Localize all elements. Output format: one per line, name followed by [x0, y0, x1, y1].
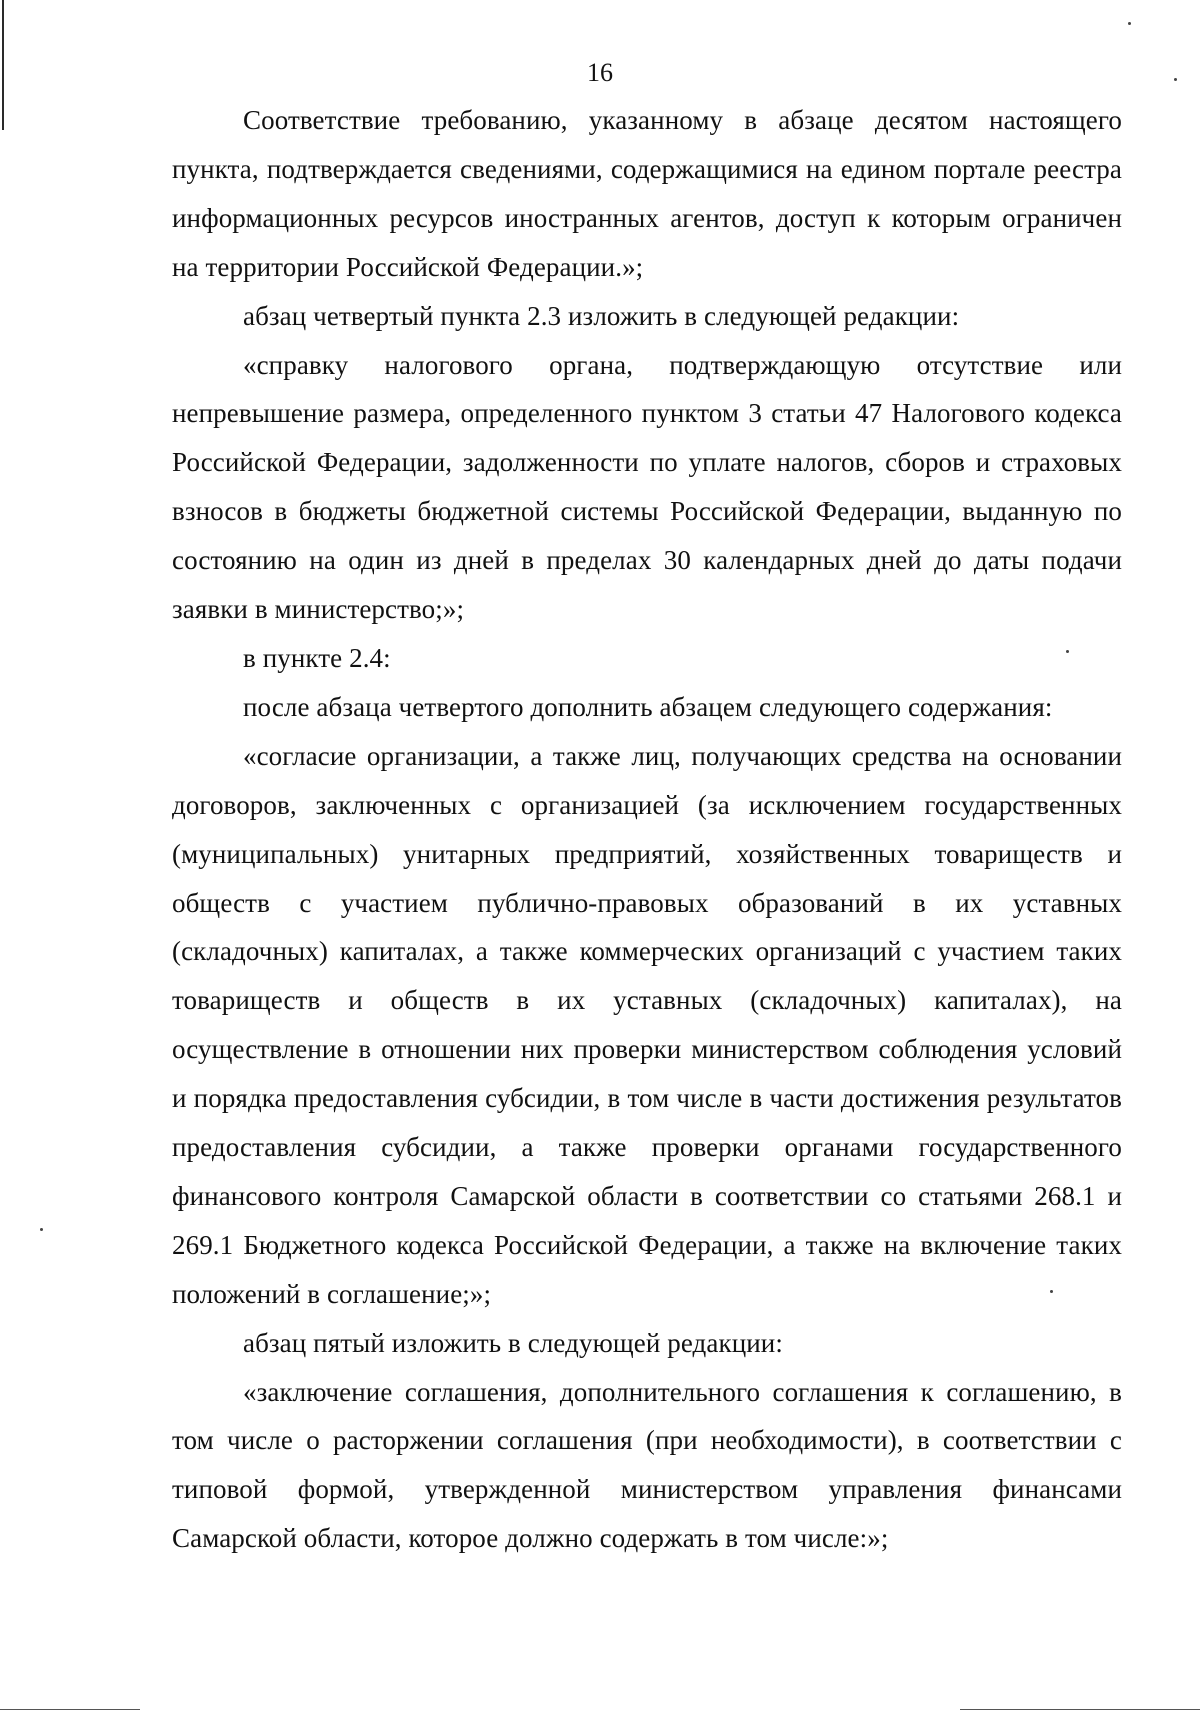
- paragraph-consent: «согласие организации, а также лиц, получающих средства на основании договоров, заключенных с организацией (за исключением государственных (муниципальных) унитарных предприятий, хозяйственных товариществ и обществ с участием публично-правовых образований в их уставных (складочных) капиталах, а также коммерческих организаций с участием таких товариществ и обществ в их уставных (складочных) капиталах), на осуществление в отношении них проверки министерством соблюдения условий и порядка предоставления субсидии, в том числе в части достижения результатов предоставления субсидии, а также проверки органами государственного финансового контроля Самарской области в соответствии со статьями 268.1 и 269.1 Бюджетного кодекса Российской Федерации, а также на включение таких положений в соглашение;»;: [172, 740, 1122, 1309]
- paragraph-compliance: Соответствие требованию, указанному в абзаце десятом настоящего пункта, подтверждается сведениями, содержащимися на едином портале реестра информационных ресурсов иностранных агентов, доступ к которым ограничен на территории Российской Федерации.»;: [172, 105, 1122, 282]
- paragraph-tax-certificate: «справку налогового органа, подтверждающую отсутствие или непревышение размера, определенного пунктом 3 статьи 47 Налогового кодекса Российской Федерации, задолженности по уплате налогов, сборов и страховых взносов в бюджеты бюджетной системы Российской Федерации, выданную по состоянию на один из дней в пределах 30 календарных дней до даты подачи заявки в министерство;»;: [172, 349, 1122, 625]
- scan-speck: [1050, 1290, 1053, 1293]
- scan-speck: [40, 1228, 43, 1231]
- paragraph-clause-2-4: в пункте 2.4:: [243, 642, 391, 673]
- document-body: [172, 96, 1122, 1563]
- paragraph-agreement: «заключение соглашения, дополнительного соглашения к соглашению, в том числе о расторжении соглашения (при необходимости), в соответствии с типовой формой, утвержденной министерством управления финансами Самарской области, которое должно содержать в том числе:»;: [172, 1376, 1122, 1554]
- scan-bottom-edge: [960, 1709, 1200, 1710]
- scan-speck: [1174, 78, 1177, 81]
- scan-speck: [1066, 650, 1069, 653]
- page-number: 16: [587, 58, 613, 87]
- paragraph-amend-fifth: абзац пятый изложить в следующей редакции:: [243, 1327, 783, 1358]
- paragraph-add-after-fourth: после абзаца четвертого дополнить абзацем следующего содержания:: [243, 691, 1053, 722]
- scan-bottom-edge: [0, 1709, 140, 1710]
- paragraph-amend-2-3: абзац четвертый пункта 2.3 изложить в следующей редакции:: [243, 300, 960, 331]
- scan-speck: [1128, 22, 1131, 25]
